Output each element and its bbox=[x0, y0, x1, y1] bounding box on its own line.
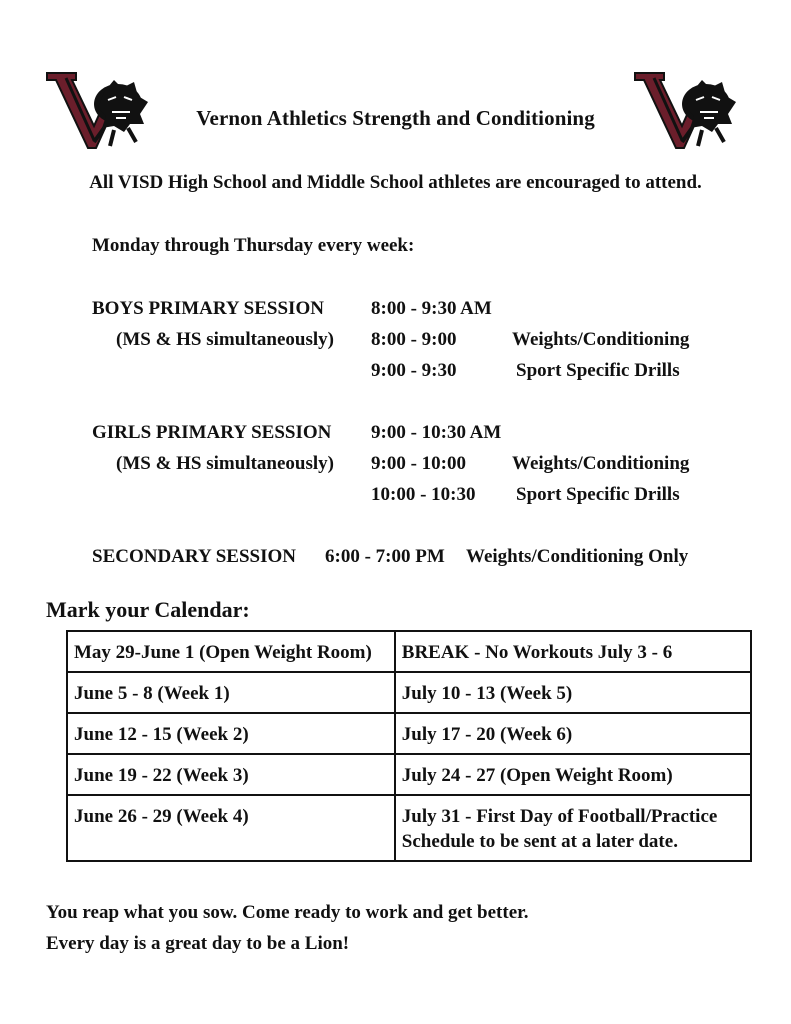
girls-row-time: 9:00 - 10:00 bbox=[371, 453, 466, 474]
girls-session-sublabel: (MS & HS simultaneously) bbox=[116, 453, 334, 474]
boys-row-time: 9:00 - 9:30 bbox=[371, 360, 457, 381]
calendar-heading: Mark your Calendar: bbox=[46, 597, 250, 622]
closing-line: Every day is a great day to be a Lion! bbox=[46, 933, 350, 954]
table-cell: July 17 - 20 (Week 6) bbox=[395, 713, 751, 754]
boys-row-activity: Weights/Conditioning bbox=[512, 329, 690, 350]
closing-line: You reap what you sow. Come ready to work and get better. bbox=[46, 902, 529, 923]
table-row bbox=[67, 795, 751, 861]
boys-session-time: 8:00 - 9:30 AM bbox=[371, 298, 492, 319]
table-cell: July 31 - First Day of Football/Practice Schedule to be sent at a later date. bbox=[395, 795, 751, 861]
secondary-session-time: 6:00 - 7:00 PM bbox=[325, 546, 445, 567]
girls-row-activity: Sport Specific Drills bbox=[516, 484, 680, 505]
table-cell: July 10 - 13 (Week 5) bbox=[395, 672, 751, 713]
table-row bbox=[67, 713, 751, 754]
secondary-session-activity: Weights/Conditioning Only bbox=[466, 546, 689, 567]
boys-row-activity: Sport Specific Drills bbox=[516, 360, 680, 381]
boys-row-time: 8:00 - 9:00 bbox=[371, 329, 457, 350]
secondary-session-label: SECONDARY SESSION bbox=[92, 546, 296, 567]
table-cell: June 19 - 22 (Week 3) bbox=[67, 754, 395, 795]
calendar-table bbox=[66, 630, 752, 862]
table-cell: BREAK - No Workouts July 3 - 6 bbox=[395, 631, 751, 672]
girls-row-activity: Weights/Conditioning bbox=[512, 453, 690, 474]
table-row bbox=[67, 631, 751, 672]
table-cell: May 29-June 1 (Open Weight Room) bbox=[67, 631, 395, 672]
table-cell: June 12 - 15 (Week 2) bbox=[67, 713, 395, 754]
table-cell: July 24 - 27 (Open Weight Room) bbox=[395, 754, 751, 795]
table-row bbox=[67, 672, 751, 713]
schedule-heading: Monday through Thursday every week: bbox=[92, 235, 415, 256]
girls-session-time: 9:00 - 10:30 AM bbox=[371, 422, 502, 443]
table-row bbox=[67, 754, 751, 795]
girls-session-label: GIRLS PRIMARY SESSION bbox=[92, 422, 332, 443]
boys-session-sublabel: (MS & HS simultaneously) bbox=[116, 329, 334, 350]
page-title: Vernon Athletics Strength and Conditioning bbox=[196, 106, 595, 130]
girls-row-time: 10:00 - 10:30 bbox=[371, 484, 476, 505]
table-cell: June 5 - 8 (Week 1) bbox=[67, 672, 395, 713]
boys-session-label: BOYS PRIMARY SESSION bbox=[92, 298, 324, 319]
table-cell: June 26 - 29 (Week 4) bbox=[67, 795, 395, 861]
intro-text: All VISD High School and Middle School athletes are encouraged to attend. bbox=[89, 172, 702, 193]
